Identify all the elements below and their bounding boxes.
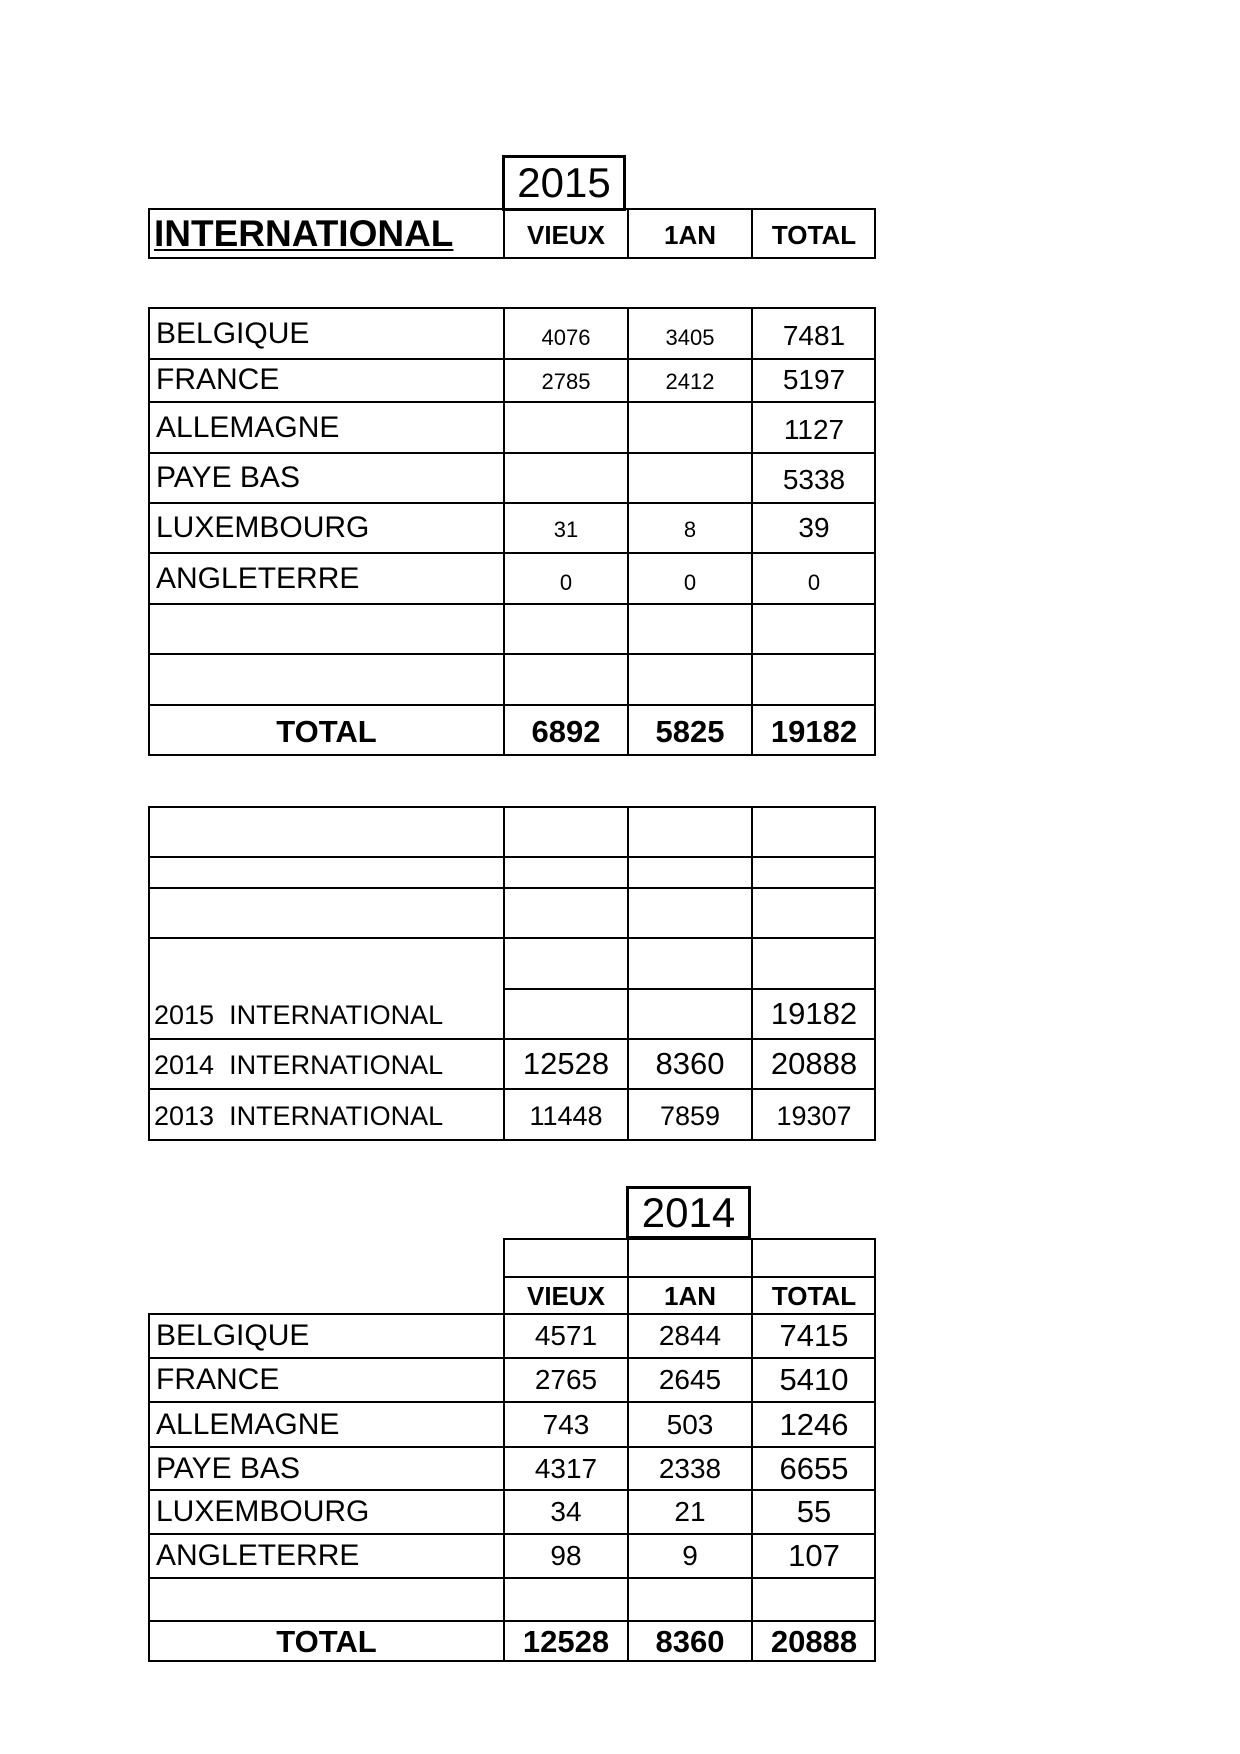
value-1an: 8: [683, 517, 697, 542]
country-label: BELGIQUE: [156, 316, 310, 350]
comparison-value-vieux: [505, 990, 627, 1038]
value-vieux: 31: [553, 517, 579, 542]
header-total: TOTAL: [771, 220, 857, 250]
comparison-value-total: 19307: [776, 1101, 852, 1131]
value-vieux: [505, 405, 627, 454]
value-total: 1127: [783, 413, 845, 445]
value-vieux: [505, 456, 627, 504]
value-1an: [629, 405, 751, 454]
comparison-value-total: 20888: [770, 1046, 858, 1081]
comparison-row-label: 2014 INTERNATIONAL: [154, 1050, 444, 1080]
value-vieux: 743: [542, 1408, 590, 1440]
total-1an: 8360: [655, 1624, 725, 1659]
country-label: ALLEMAGNE: [156, 410, 340, 444]
comparison-value-1an: [629, 990, 751, 1038]
value-1an: 2645: [658, 1364, 722, 1395]
value-total: 7481: [782, 319, 846, 351]
comparison-value-1an: 7859: [659, 1101, 721, 1131]
year-2014-label: 2014: [641, 1188, 736, 1236]
comparison-value-vieux: 12528: [522, 1046, 610, 1081]
header-1an: 1AN: [663, 1280, 716, 1311]
year-2015-label: 2015: [517, 159, 611, 206]
value-vieux: 0: [559, 569, 573, 595]
year-2015-box: [502, 155, 626, 211]
value-1an: 2338: [658, 1452, 722, 1484]
value-total: 107: [788, 1538, 840, 1573]
international-title: INTERNATIONAL: [154, 212, 454, 254]
country-label: ALLEMAGNE: [156, 1407, 340, 1441]
value-1an: 3405: [665, 324, 715, 350]
value-total: 39: [798, 512, 830, 543]
comparison-value-vieux: 11448: [529, 1101, 603, 1131]
value-total: 55: [796, 1494, 832, 1529]
country-label: BELGIQUE: [156, 1319, 310, 1352]
value-vieux: 4076: [541, 324, 591, 350]
country-label: ANGLETERRE: [156, 561, 360, 595]
header-1an: 1AN: [663, 220, 716, 250]
value-vieux: 2785: [541, 368, 591, 394]
value-total: 1246: [779, 1406, 849, 1442]
value-1an: 2412: [665, 368, 715, 394]
value-total: 5410: [779, 1362, 849, 1397]
comparison-row-label: 2013 INTERNATIONAL: [154, 1101, 444, 1131]
comparison-value-total: 19182: [770, 996, 858, 1031]
header-vieux: VIEUX: [526, 220, 606, 250]
country-label: FRANCE: [156, 362, 280, 396]
total-vieux: 12528: [522, 1624, 610, 1659]
total-total: 19182: [770, 714, 858, 749]
value-1an: [629, 456, 751, 504]
value-1an: 0: [683, 569, 697, 595]
value-1an: 21: [674, 1496, 706, 1527]
country-label: LUXEMBOURG: [156, 511, 370, 544]
header-total: TOTAL: [771, 1280, 857, 1311]
country-label: PAYE BAS: [156, 461, 300, 494]
header-vieux: VIEUX: [526, 1280, 606, 1311]
country-label: LUXEMBOURG: [156, 1495, 370, 1528]
total-label: TOTAL: [276, 714, 377, 749]
value-vieux: 4571: [534, 1320, 598, 1351]
value-vieux: 98: [550, 1540, 582, 1571]
total-1an: 5825: [655, 714, 725, 749]
year-2014-box: [626, 1186, 751, 1239]
value-total: 6655: [779, 1450, 849, 1486]
value-total: 5197: [782, 363, 846, 395]
country-label: PAYE BAS: [156, 1451, 300, 1485]
comparison-row-label: 2015 INTERNATIONAL: [154, 1000, 444, 1030]
country-label: FRANCE: [156, 1363, 280, 1396]
value-vieux: 2765: [534, 1364, 598, 1395]
value-1an: 503: [666, 1408, 714, 1440]
comparison-value-1an: 8360: [655, 1046, 725, 1081]
total-vieux: 6892: [531, 714, 601, 749]
value-vieux: 34: [550, 1496, 582, 1527]
country-label: ANGLETERRE: [156, 1539, 360, 1572]
value-1an: 9: [682, 1540, 698, 1571]
total-label: TOTAL: [276, 1624, 377, 1659]
value-total: 5338: [782, 464, 846, 495]
value-1an: 2844: [658, 1320, 722, 1351]
value-vieux: 4317: [534, 1452, 598, 1484]
value-total: 7415: [779, 1318, 849, 1353]
total-total: 20888: [770, 1624, 858, 1659]
value-total: 0: [807, 569, 821, 595]
